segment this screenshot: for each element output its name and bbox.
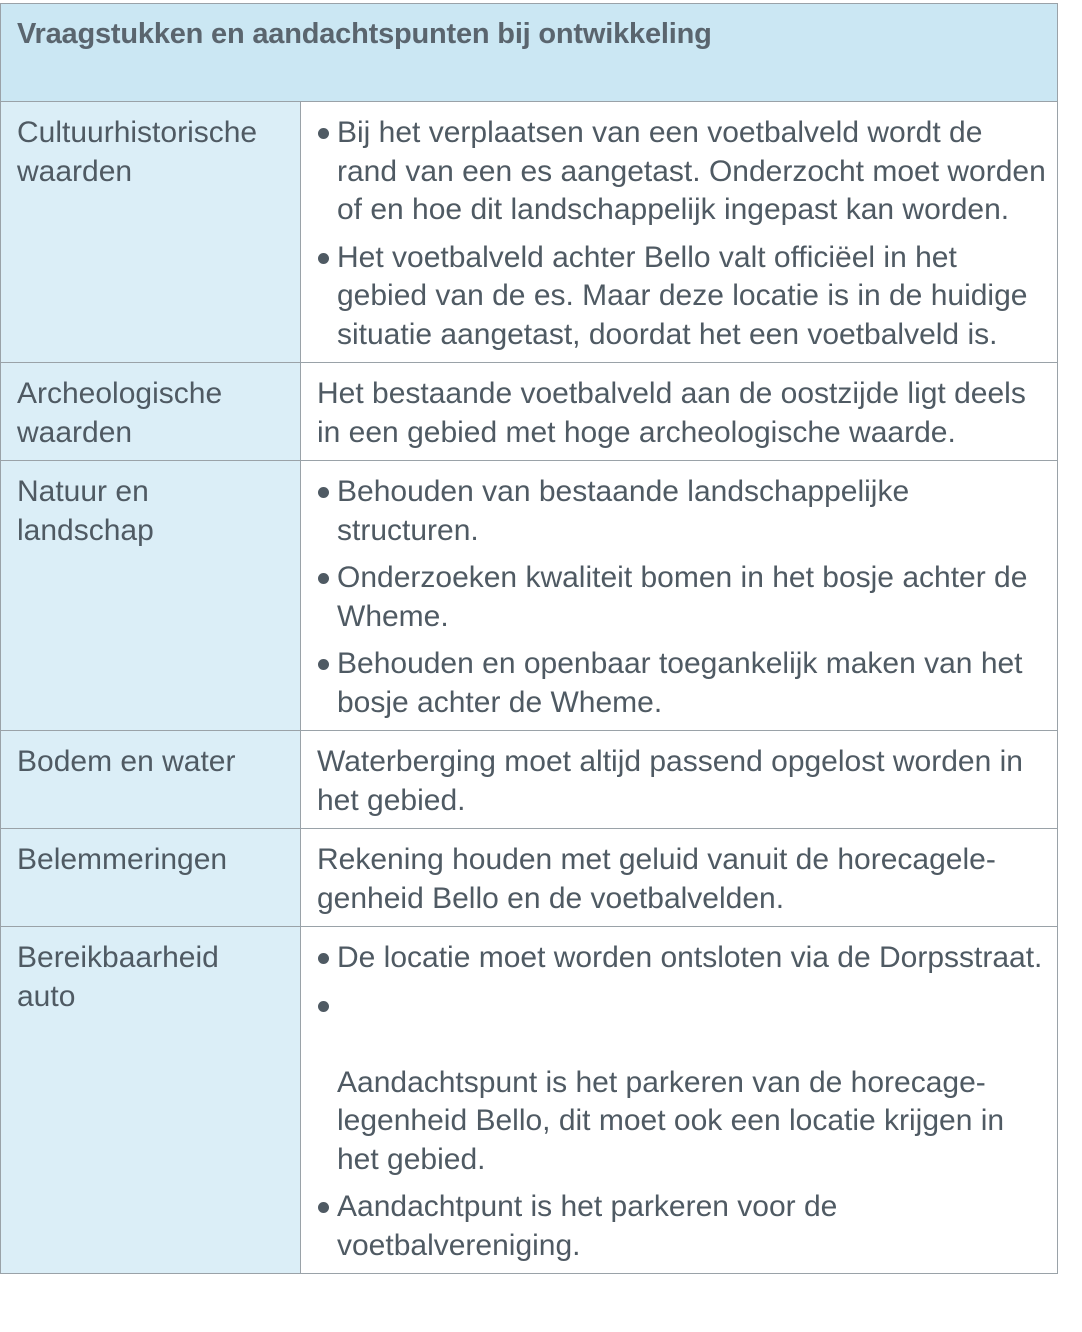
bullet-text: Bij het verplaatsen van een voetbalveld wordt de rand van een es aangetast. Onderzocht moet worden of en hoe dit landschappelijk ingepast kan worden. bbox=[337, 116, 1046, 226]
bullet-text: Het voetbalveld achter Bello valt officiëel in het gebied van de es. Maar deze locatie is in de huidige situatie aangetast, doordat het een voetbalveld is. bbox=[337, 240, 1028, 351]
bullet-dot-icon bbox=[318, 573, 329, 584]
row-label: Bereikbaarheid auto bbox=[1, 927, 301, 1273]
table-row bbox=[1, 363, 1057, 461]
row-label: Bodem en water bbox=[1, 731, 301, 828]
considerations-table bbox=[0, 3, 1058, 1274]
bullet-dot-icon bbox=[318, 487, 329, 498]
row-content bbox=[301, 927, 1057, 1273]
bullet-text: Onderzoeken kwaliteit bomen in het bosje achter de Wheme. bbox=[337, 561, 1028, 633]
bullet-text: Aandachtpunt is het parkeren voor de voetbalvereniging. bbox=[337, 1190, 838, 1262]
bullet-item bbox=[317, 114, 1047, 230]
bullet-text: Aandachtspunt is het parkeren van de horecage- legenheid Bello, dit moet ook een locatie krijgen in het gebied. bbox=[337, 1065, 1005, 1176]
row-text: Waterberging moet altijd passend opgelost worden in het gebied. bbox=[317, 745, 1023, 817]
row-label: Archeologische waarden bbox=[1, 363, 301, 460]
row-label: Natuur en landschap bbox=[1, 461, 301, 730]
row-content bbox=[301, 461, 1057, 730]
row-content bbox=[301, 102, 1057, 362]
bullet-item bbox=[317, 645, 1047, 722]
row-content bbox=[301, 731, 1057, 828]
row-label: Cultuurhistorische waarden bbox=[1, 102, 301, 362]
row-content bbox=[301, 363, 1057, 460]
bullet-dot-icon bbox=[318, 128, 329, 139]
table-row bbox=[1, 102, 1057, 363]
table-title: Vraagstukken en aandachtspunten bij ontwikkeling bbox=[17, 18, 712, 50]
bullet-item bbox=[317, 987, 1047, 1180]
bullet-text: Behouden en openbaar toegankelijk maken van het bosje achter de Wheme. bbox=[337, 647, 1023, 719]
bullet-item bbox=[317, 939, 1047, 978]
table-header bbox=[1, 4, 1057, 102]
bullet-text: Behouden van bestaande landschappelijke structuren. bbox=[337, 475, 910, 547]
row-text: Rekening houden met geluid vanuit de horecagele- genheid Bello en de voetbalvelden. bbox=[317, 843, 996, 915]
bullet-dot-icon bbox=[318, 253, 329, 264]
bullet-item bbox=[317, 239, 1047, 355]
table-row bbox=[1, 829, 1057, 927]
row-text: Het bestaande voetbalveld aan de oostzijde ligt deels in een gebied met hoge archeologische waarde. bbox=[317, 377, 1026, 449]
bullet-dot-icon bbox=[318, 953, 329, 964]
bullet-item bbox=[317, 1188, 1047, 1265]
bullet-dot-icon bbox=[318, 1001, 329, 1012]
table-row bbox=[1, 461, 1057, 731]
table-row bbox=[1, 927, 1057, 1273]
bullet-item bbox=[317, 559, 1047, 636]
row-content bbox=[301, 829, 1057, 926]
row-label: Belemmeringen bbox=[1, 829, 301, 926]
bullet-dot-icon bbox=[318, 1202, 329, 1213]
bullet-text: De locatie moet worden ontsloten via de Dorpsstraat. bbox=[337, 941, 1043, 974]
bullet-item bbox=[317, 473, 1047, 550]
bullet-dot-icon bbox=[318, 659, 329, 670]
table-row bbox=[1, 731, 1057, 829]
